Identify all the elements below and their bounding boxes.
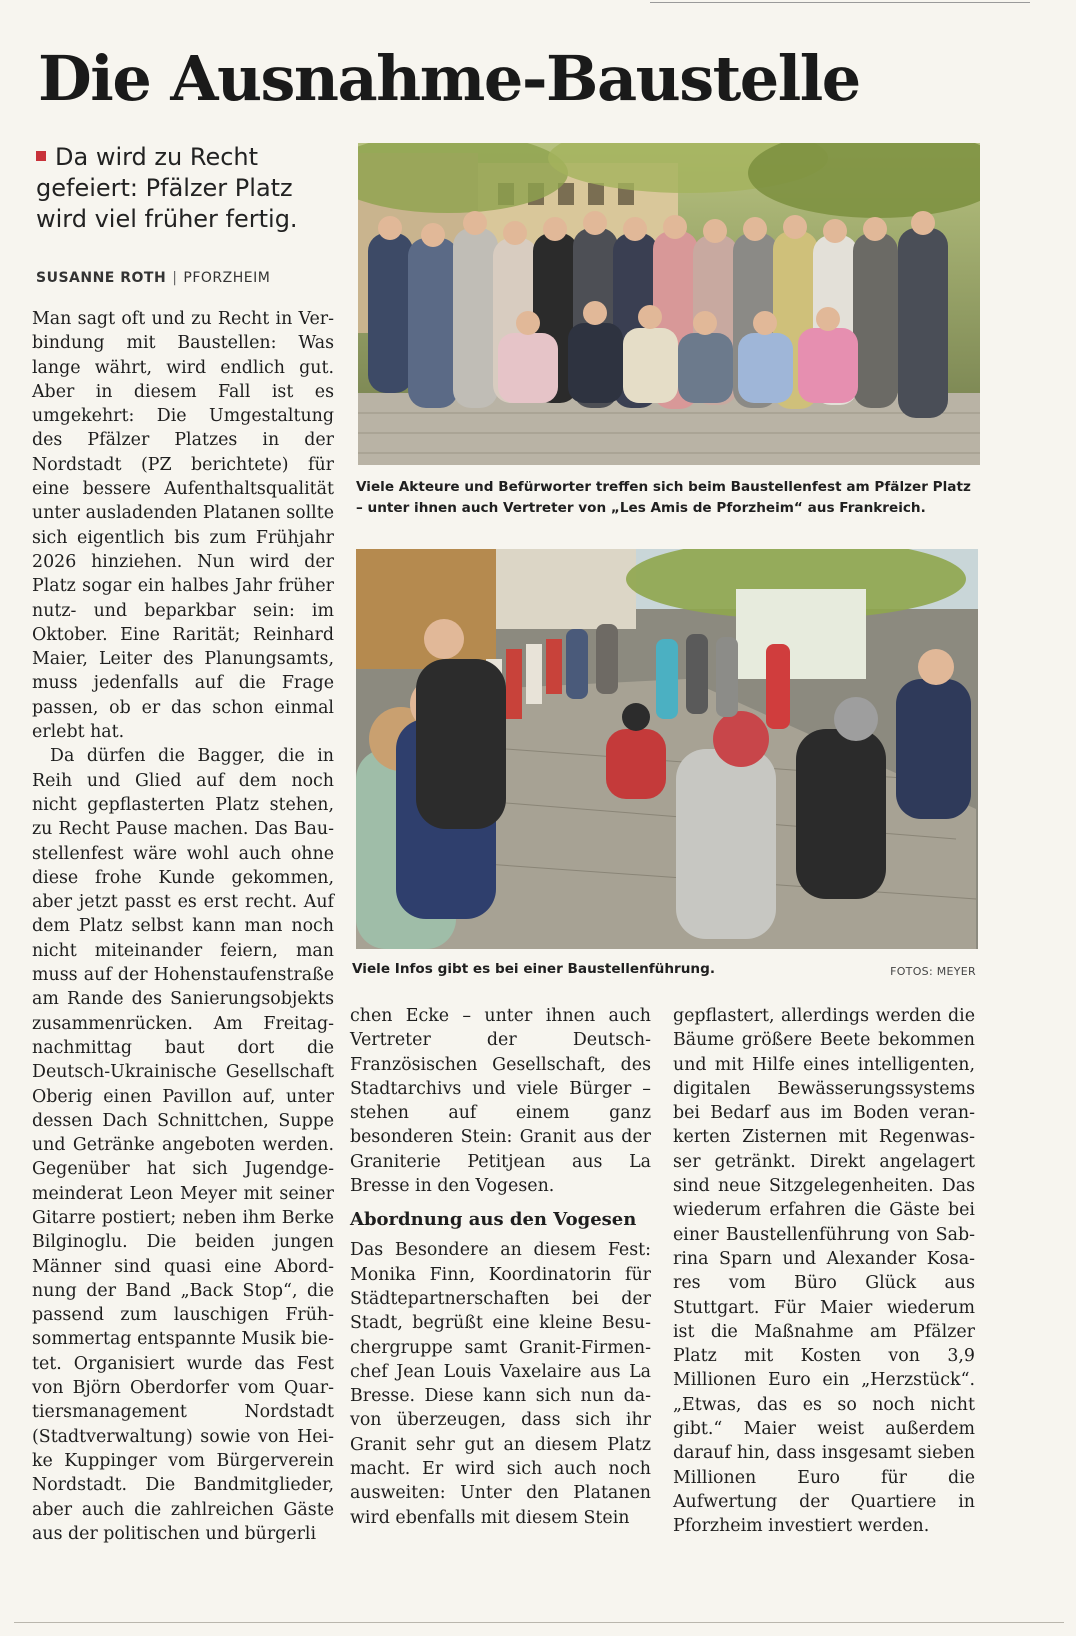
- author-name: SUSANNE ROTH: [36, 270, 167, 286]
- dateline-location: PFORZHEIM: [183, 270, 271, 286]
- paragraph: Das Besondere an diesem Fest: Monika Finn, Koordinatorin für Städtepartnerschaften bei der Stadt, begrüßt eine kleine Besuchergruppe samt Granit-Firmenchef Jean Louis Vaxelaire aus La Bresse. Diese kann sich nun davon überzeugen, dass sich ihr Granit sehr gut an diesem Platz macht. Er wird sich auch noch ausweiten: Unter den Platanen wird ebenfalls mit diesem Stein: [350, 1240, 651, 1528]
- paragraph: Da dürfen die Bagger, die in Reih und Glied auf dem noch nicht gepflasterten Platz stehen, zu Recht Pause machen. Das Baustellenfest wäre wohl auch ohne diese frohe Kunde gekommen, aber jetzt passt es erst recht. Auf dem Platz selbst kann man noch nicht miteinander feiern, man muss auf der Hohenstaufenstraße am Rande des Sanierungsobjekts zusammenrücken. Am Freitagnachmittag baut dort die Deutsch-Ukrainische Gesellschaft Oberig einen Pavillon auf, unter dessen Dach Schnittchen, Suppe und Getränke angeboten werden. Gegenüber hat sich Jugendgemeinderat Leon Meyer mit seiner Gitarre postiert; neben ihm Berke Bilginoglu. Die beiden jungen Männer sind quasi eine Abordnung der Band „Back Stop“, die passend zum lauschigen Frühsommertag entspannte Musik bietet. Organisiert wurde das Fest von Björn Oberdorfer vom Quartiersmanagement Nordstadt (Stadtverwaltung) sowie von Heike Kuppinger vom Bürgerverein Nordstadt. Die Bandmitglieder, aber auch die zahlreichen Gäste aus der politischen und bürgerli: [32, 746, 334, 1544]
- paragraph: chen Ecke – unter ihnen auch Vertreter der Deutsch-Französischen Gesellschaft, des Stadtarchivs und viele Bürger – stehen auf einem ganz besonderen Stein: Granit aus der Graniterie Petitjean aus La Bresse in den Vogesen.: [350, 1006, 651, 1197]
- article-column-3: [673, 1004, 975, 1539]
- photo-caption-2: Viele Infos gibt es bei einer Baustellenführung.: [352, 961, 715, 977]
- article-subheadline: [36, 142, 351, 235]
- section-subtitle: Abordnung aus den Vogesen: [350, 1209, 637, 1231]
- subheadline-text: Da wird zu Recht gefeiert: Pfälzer Platz wird viel früher fertig.: [36, 143, 298, 233]
- photo-caption-1: Viele Akteure und Befürworter treffen sich beim Baustellenfest am Pfälzer Platz – unter ihnen auch Vertreter von „Les Amis de Pforzheim“ aus Frankreich.: [356, 479, 971, 516]
- site-tour-photo: [356, 549, 978, 949]
- group-photo: [358, 143, 980, 465]
- photo-credit: FOTOS: MEYER: [890, 965, 976, 978]
- paragraph: gepflastert, allerdings werden die Bäume größere Beete bekommen und mit Hilfe eines intelligenten, digitalen Bewässerungssystems bei Bedarf aus im Boden verankerten Zisternen mit Regenwasser getränkt. Direkt angelagert sind neue Sitzgelegenheiten. Das wiederum erfahren die Gäste bei einer Baustellenführung von Sabrina Sparn und Alexander Kosares vom Büro Glück aus Stuttgart. Für Maier wiederum ist die Maßnahme am Pfälzer Platz mit Kosten von 3,9 Millionen Euro ein „Herzstück“. „Etwas, das es so noch nicht gibt.“ Maier weist außerdem darauf hin, dass insgesamt sieben Millionen Euro für die Aufwertung der Quartiere in Pforzheim investiert werden.: [673, 1006, 975, 1537]
- top-rule: [650, 2, 1030, 3]
- article-column-1: [32, 307, 334, 1546]
- paragraph: Man sagt oft und zu Recht in Verbindung mit Baustellen: Was lange währt, wird endlich gut. Aber in diesem Fall ist es umgekehrt: Die Umgestaltung des Pfälzer Platzes in der Nordstadt (PZ berichtete) für eine bessere Aufenthaltsqualität unter ausladenden Platanen sollte sich eigentlich bis zum Frühjahr 2026 hinziehen. Nun wird der Platz sogar ein halbes Jahr früher nutz- und beparkbar sein: im Oktober. Eine Rarität; Reinhard Maier, Leiter des Planungsamts, muss jedenfalls auf die Frage passen, ob er das schon einmal erlebt hat.: [32, 309, 334, 743]
- article-headline: Die Ausnahme-Baustelle: [38, 42, 860, 115]
- bullet-square-icon: [36, 151, 46, 161]
- bottom-rule: [14, 1622, 1064, 1623]
- byline: [36, 270, 351, 286]
- article-column-2: [350, 1004, 651, 1530]
- byline-separator: |: [172, 270, 178, 286]
